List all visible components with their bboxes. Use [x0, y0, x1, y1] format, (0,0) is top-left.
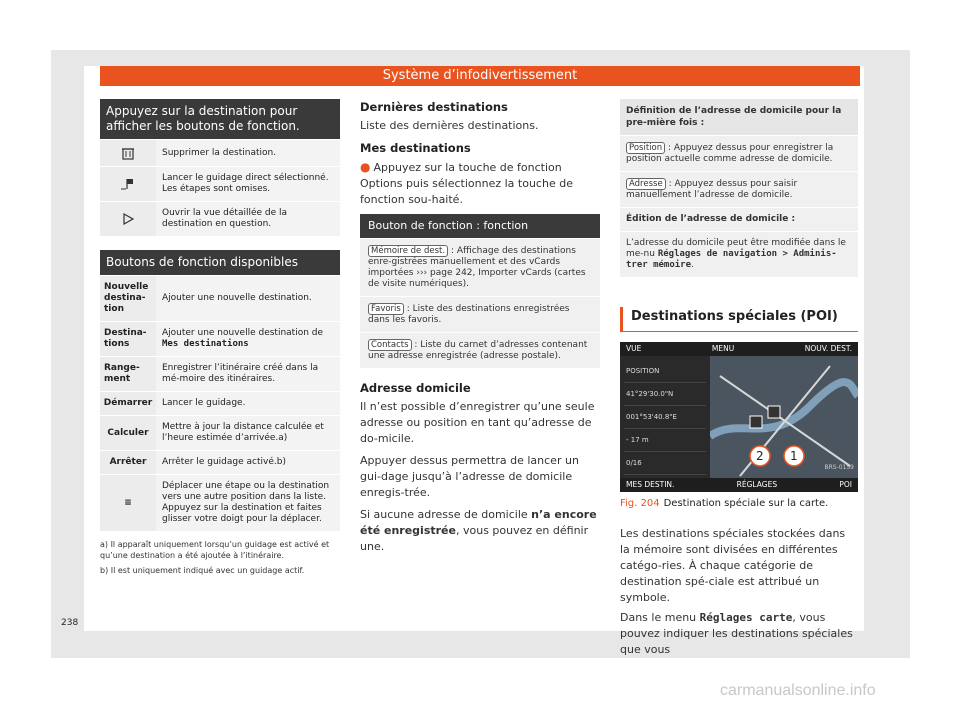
- page-number: 238: [61, 618, 79, 628]
- row-text: : Liste du carnet d’adresses contenant une adresse enregistrée (adresse postale).: [368, 340, 588, 361]
- play-icon: [100, 202, 156, 236]
- definition-row: [620, 135, 858, 171]
- text-bold: n’a encore été enregistrée: [360, 508, 597, 537]
- table-row: [100, 166, 340, 201]
- function-box: [360, 214, 600, 368]
- row-text: : Appuyez dessus pour saisir manuellement l’adresse de domicile.: [626, 179, 798, 200]
- text-part: Dans le menu: [620, 611, 697, 624]
- function-box-title: Bouton de fonction : fonction: [360, 214, 600, 238]
- panel-line: - 17 m: [624, 429, 706, 452]
- row-text: : Liste des destinations enregistrées dans les favoris.: [368, 304, 570, 325]
- river-path: [710, 382, 858, 436]
- row-text-mono: Mes destinations: [162, 339, 249, 349]
- row-text: Lancer le guidage.: [156, 392, 340, 415]
- row-text: : Appuyez dessus pour enregistrer la position actuelle comme adresse de domicile.: [626, 143, 834, 164]
- key-label: Contacts: [368, 339, 412, 351]
- map-bottom-bar: [620, 478, 858, 492]
- row-text: Mettre à jour la distance calculée et l’heure estimée d’arrivée.a): [156, 416, 340, 450]
- paragraph: [360, 507, 600, 555]
- row-label: Calculer: [100, 416, 156, 450]
- table-row: [100, 275, 340, 321]
- map-top-bar: [620, 342, 858, 356]
- definition-box: [620, 99, 858, 277]
- heading-home-address: Adresse domicile: [360, 381, 471, 395]
- function-row: [360, 296, 600, 332]
- left-column: [100, 99, 340, 580]
- map-position-panel: [620, 356, 710, 478]
- text-mono: Réglages carte: [699, 611, 793, 624]
- table-cell: Lancer le guidage direct sélectionné. Les étapes sont omises.: [156, 167, 340, 201]
- table-cell: Supprimer la destination.: [156, 140, 340, 166]
- row-label: Démarrer: [100, 392, 156, 415]
- paragraph: Liste des dernières destinations.: [360, 119, 539, 132]
- key-label: Position: [626, 142, 665, 154]
- map-bottom-item: MES DESTIN.: [626, 480, 675, 489]
- key-label: Favoris: [368, 303, 404, 315]
- paragraph-text: Appuyez sur la touche de fonction Options puis sélectionnez la touche de fonction sou-haité.: [360, 161, 573, 206]
- row-text: Ajouter une nouvelle destination.: [156, 276, 340, 321]
- paragraph: [360, 159, 600, 208]
- edit-row: L’adresse du domicile peut être modifiée dans le me-nu Réglages de navigation > Adminis-trer mémoire.: [620, 231, 858, 277]
- panel-line: 001°53'40.8"E: [624, 406, 706, 429]
- figure-caption: [620, 496, 858, 512]
- panel-line: POSITION: [624, 360, 706, 383]
- paragraph: [620, 610, 858, 658]
- table1-title: Appuyez sur la destination pour afficher les boutons de fonction.: [100, 99, 340, 139]
- map-top-item: VUE: [626, 344, 642, 353]
- trash-icon: [100, 140, 156, 166]
- text-part: , vous pouvez en définir une.: [360, 524, 589, 553]
- paragraph: Appuyer dessus permettra de lancer un gui-dage jusqu’à l’adresse de domicile enregis-trée.: [360, 454, 579, 499]
- text-part: Si aucune adresse de domicile: [360, 508, 528, 521]
- panel-line: 0/16: [624, 452, 706, 475]
- watermark: carmanualsonline.info: [720, 682, 876, 699]
- figure-caption-text: Destination spéciale sur la carte.: [663, 498, 829, 509]
- row-text: Déplacer une étape ou la destination vers une autre position dans la liste. Appuyez sur la destination et faites glisser votre doigt pour la déplacer.: [156, 475, 340, 531]
- paragraph: Les destinations spéciales stockées dans la mémoire sont divisées en différentes catégo-ries. À chaque catégorie de destination spé-ciale est attribué un symbole.: [620, 527, 846, 604]
- table-row: [100, 201, 340, 236]
- row-text: [156, 322, 340, 356]
- middle-column: [360, 99, 600, 561]
- row-text-mono: Réglages de navigation > Adminis-trer mémoire: [626, 249, 837, 270]
- poi-marker: [750, 416, 762, 428]
- definition-title: Définition de l’adresse de domicile pour la pre-mière fois :: [620, 99, 858, 135]
- callout-label: 1: [790, 449, 798, 463]
- function-row: [360, 238, 600, 296]
- row-label: Destina-tions: [100, 322, 156, 356]
- row-label: Range-ment: [100, 357, 156, 391]
- heading-recent: Dernières destinations: [360, 100, 508, 114]
- map-top-item: NOUV. DEST.: [804, 344, 852, 353]
- table-row: [100, 450, 340, 474]
- table2-title: Boutons de fonction disponibles: [100, 250, 340, 275]
- row-label: Nouvelle destina-tion: [100, 276, 156, 321]
- function-row: [360, 332, 600, 368]
- poi-marker: [768, 406, 780, 418]
- bullet-icon: ●: [360, 160, 371, 174]
- table2: [100, 275, 340, 531]
- footnotes: [100, 539, 340, 576]
- right-column: [620, 99, 858, 662]
- map-bottom-item: RÉGLAGES: [736, 480, 778, 489]
- definition-row: [620, 171, 858, 207]
- callout-label: 2: [756, 449, 764, 463]
- table-row: [100, 139, 340, 166]
- row-text: Enregistrer l’itinéraire créé dans la mé-moire des itinéraires.: [156, 357, 340, 391]
- map-top-item: MENU: [711, 344, 735, 353]
- row-text: : Affichage des destinations enre-gistrées manuellement et des vCards importées ››› page 242, Importer vCards (cartes de visite numériques).: [368, 246, 586, 289]
- poi-section-title: Destinations spéciales (POI): [620, 307, 858, 332]
- table-row: [100, 415, 340, 450]
- row-text: L’adresse du domicile peut être modifiée dans le me-nu: [626, 238, 846, 259]
- panel-line: 41°29'30.0"N: [624, 383, 706, 406]
- table-row: [100, 391, 340, 415]
- table1: [100, 139, 340, 236]
- paragraph: Il n’est possible d’enregistrer qu’une seule adresse ou position en tant qu’adresse de do-micile.: [360, 400, 595, 445]
- footnote: b) Il est uniquement indiqué avec un guidage actif.: [100, 566, 305, 575]
- table-row: [100, 321, 340, 356]
- heading-my-destinations: Mes destinations: [360, 141, 471, 155]
- text-part: , vous pouvez indiquer les destinations spéciales que vous: [620, 611, 853, 656]
- figure-number: Fig. 204: [620, 498, 660, 509]
- page-header: Système d’infodivertissement: [100, 66, 860, 86]
- table-cell: Ouvrir la vue détaillée de la destination en question.: [156, 202, 340, 236]
- reorder-icon: ≡: [100, 475, 156, 531]
- map-figure: [620, 342, 858, 492]
- edit-title: Édition de l’adresse de domicile :: [620, 207, 858, 231]
- table-row: [100, 356, 340, 391]
- row-text: Arrêter le guidage activé.b): [156, 451, 340, 474]
- row-text-main: Ajouter une nouvelle destination de: [162, 328, 324, 338]
- table-row: [100, 474, 340, 531]
- key-label: Adresse: [626, 178, 666, 190]
- figure-code: BRS-0159: [824, 464, 854, 471]
- key-label: Mémoire de dest.: [368, 245, 448, 257]
- flag-icon: [100, 167, 156, 201]
- footnote: a) Il apparaît uniquement lorsqu’un guidage est activé et qu’une destination a été ajoutée à l’itinéraire.: [100, 540, 330, 560]
- row-label: Arrêter: [100, 451, 156, 474]
- map-bottom-item: POI: [839, 480, 852, 489]
